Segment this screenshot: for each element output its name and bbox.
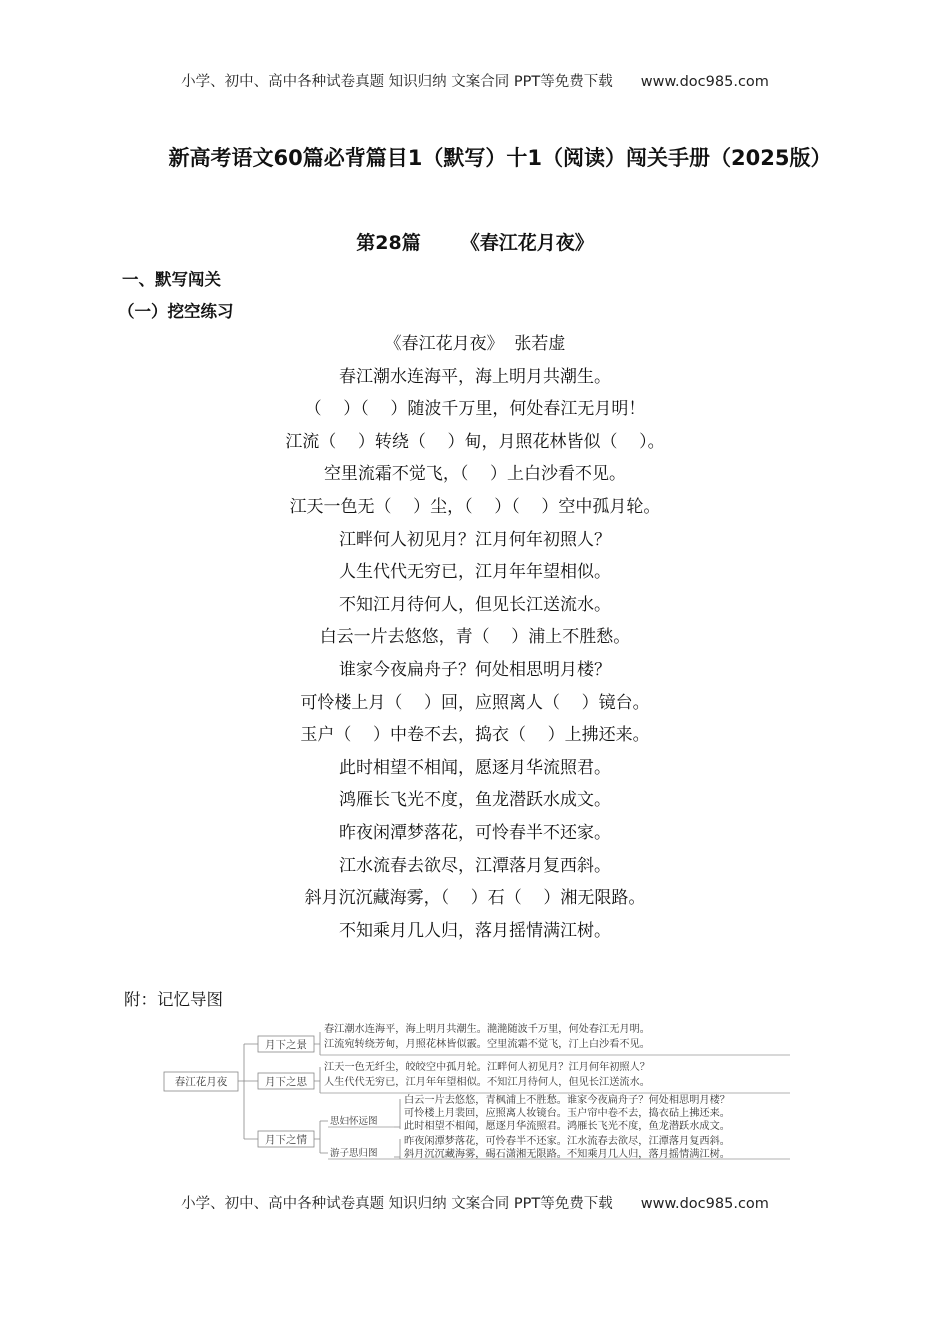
mindmap-text: 人生代代无穷已，江月年年望相似。不知江月待何人，但见长江送流水。	[324, 1077, 650, 1088]
mindmap-text: 斜月沉沉藏海雾，碣石潇湘无限路。不知乘月几人归，落月摇情满江树。	[404, 1149, 730, 1160]
appendix-label: 附：记忆导图	[124, 990, 223, 1009]
chapter-number: 第28篇	[356, 232, 421, 254]
section-heading: 一、默写闯关	[122, 270, 221, 289]
poem-line: 玉户（ ）中卷不去，捣衣（ ）上拂还来。	[300, 725, 650, 746]
memory-mind-map	[160, 1017, 792, 1163]
poem-line: 江流（ ）转绕（ ）甸，月照花林皆似（ ）。	[285, 431, 665, 452]
poem-line: 空里流霜不觉飞，（ ）上白沙看不见。	[323, 464, 627, 485]
footer-site-link[interactable]: www.doc985.com	[640, 1196, 769, 1212]
poem-line: 不知乘月几人归，落月摇情满江树。	[339, 920, 611, 941]
mindmap-text: 此时相望不相闻，愿逐月华流照君。鸿雁长飞光不度，鱼龙潜跃水成文。	[404, 1121, 730, 1132]
chapter-name: 《春江花月夜》	[460, 232, 594, 254]
mindmap-subbranch: 思妇怀远图	[330, 1116, 378, 1127]
poem-line: 斜月沉沉藏海雾，（ ）石（ ）湘无限路。	[304, 888, 646, 909]
chapter-subtitle	[0, 228, 950, 255]
poem-line: 此时相望不相闻，愿逐月华流照君。	[339, 757, 611, 778]
poem-block	[0, 328, 950, 947]
poem-heading: 《春江花月夜》 张若虚	[384, 334, 566, 354]
poem-line: 鸿雁长飞光不度，鱼龙潜跃水成文。	[339, 790, 611, 811]
mindmap-subbranch: 游子思归图	[330, 1148, 378, 1159]
poem-line: 人生代代无穷已，江月年年望相似。	[339, 562, 611, 583]
subsection-heading: （一）挖空练习	[118, 302, 234, 321]
page-header	[0, 70, 950, 91]
header-text: 小学、初中、高中各种试卷真题 知识归纳 文案合同 PPT等免费下载	[181, 74, 613, 90]
mindmap-branch: 月下之景	[265, 1039, 307, 1051]
poem-line: 可怜楼上月（ ）回，应照离人（ ）镜台。	[300, 692, 650, 713]
mindmap-text: 白云一片去悠悠，青枫浦上不胜愁。谁家今夜扁舟子？何处相思明月楼？	[404, 1095, 730, 1106]
page-footer	[0, 1192, 950, 1213]
mindmap-text: 江流宛转绕芳甸，月照花林皆似霰。空里流霜不觉飞，汀上白沙看不见。	[324, 1039, 650, 1050]
poem-line: 不知江月待何人，但见长江送流水。	[339, 594, 611, 615]
mindmap-text: 可怜楼上月裴回，应照离人妆镜台。玉户帘中卷不去，捣衣砧上拂还来。	[404, 1108, 730, 1119]
mindmap-root: 春江花月夜	[174, 1076, 228, 1088]
poem-line: 白云一片去悠悠，青（ ）浦上不胜愁。	[319, 627, 631, 648]
poem-line: 江天一色无（ ）尘，（ ）（ ）空中孤月轮。	[289, 496, 661, 517]
footer-text: 小学、初中、高中各种试卷真题 知识归纳 文案合同 PPT等免费下载	[181, 1196, 613, 1212]
document-title: 新高考语文60篇必背篇目1（默写）十1（阅读）闯关手册（2025版）	[168, 146, 832, 170]
poem-line: 江水流春去欲尽，江潭落月复西斜。	[339, 855, 611, 876]
poem-line: 春江潮水连海平，海上明月共潮生。	[339, 366, 611, 387]
mindmap-text: 昨夜闲潭梦落花，可怜春半不还家。江水流春去欲尽，江潭落月复西斜。	[404, 1136, 730, 1147]
poem-line: 谁家今夜扁舟子？何处相思明月楼？	[339, 659, 611, 680]
mindmap-text: 江天一色无纤尘，皎皎空中孤月轮。江畔何人初见月？江月何年初照人？	[324, 1062, 650, 1073]
poem-line: （ ）（ ）随波千万里，何处春江无月明！	[304, 399, 646, 420]
poem-line: 昨夜闲潭梦落花，可怜春半不还家。	[339, 822, 611, 843]
mindmap-branch: 月下之情	[265, 1134, 307, 1146]
mindmap-branch: 月下之思	[265, 1076, 307, 1088]
mindmap-text: 春江潮水连海平，海上明月共潮生。滟滟随波千万里，何处春江无月明。	[324, 1024, 650, 1035]
poem-line: 江畔何人初见月？江月何年初照人？	[339, 529, 611, 550]
header-site-link[interactable]: www.doc985.com	[640, 74, 769, 90]
